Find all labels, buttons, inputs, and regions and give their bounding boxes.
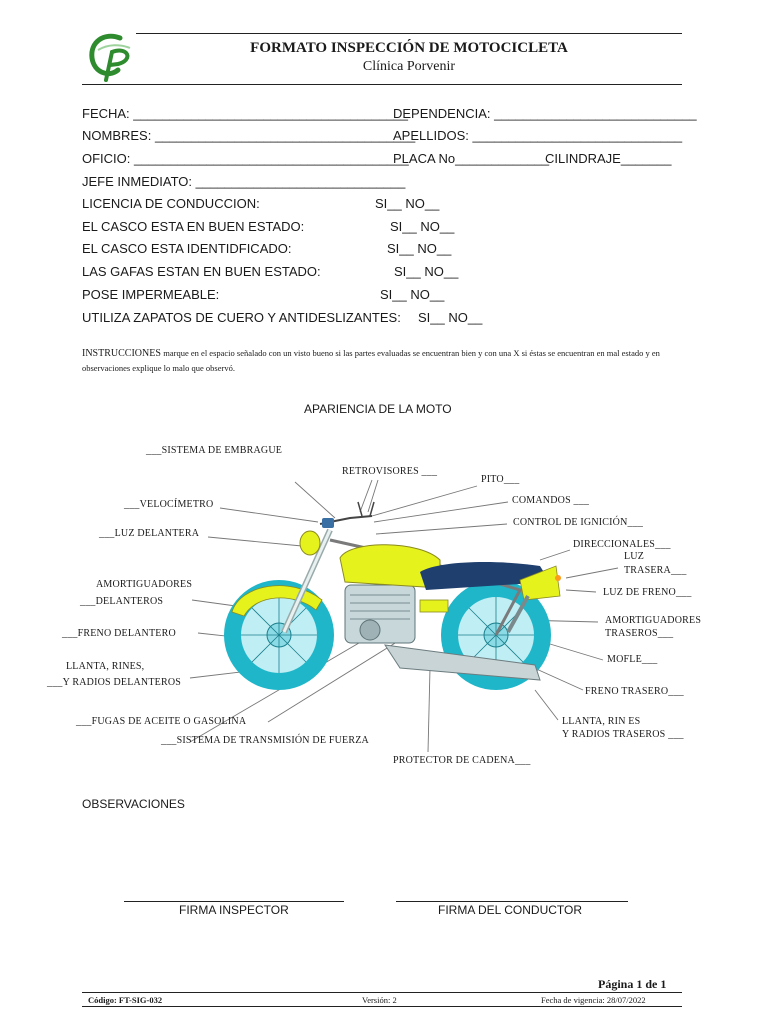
field-oficio[interactable]: OFICIO: ______________________________________ [82,151,409,166]
label-protector-cadena[interactable]: PROTECTOR DE CADENA___ [393,755,531,766]
label-comandos[interactable]: COMANDOS ___ [512,495,590,506]
observaciones-area[interactable] [82,815,682,885]
check-label: UTILIZA ZAPATOS DE CUERO Y ANTIDESLIZANTES: [82,310,401,325]
label-freno-delantero[interactable]: ___FRENO DELANTERO [62,628,176,639]
field-placa[interactable]: PLACA No_____________ [393,151,550,166]
label-velocimetro[interactable]: ___VELOCÍMETRO [124,499,214,510]
page-title: FORMATO INSPECCIÓN DE MOTOCICLETA [250,40,568,56]
label-luz-trasera[interactable]: TRASERA___ [624,565,687,576]
label-retrovisores[interactable]: RETROVISORES ___ [342,466,438,477]
check-label: EL CASCO ESTA IDENTIDFICADO: [82,241,292,256]
check-label: POSE IMPERMEABLE: [82,287,220,302]
label-direccionales[interactable]: DIRECCIONALES___ [573,539,671,550]
footer-codigo: Código: FT-SIG-032 [88,995,163,1005]
check-options[interactable]: SI__ NO__ [380,287,445,302]
label-luz-delantera[interactable]: ___LUZ DELANTERA [99,528,200,539]
field-dependencia[interactable]: DEPENDENCIA: ____________________________ [393,106,697,121]
label-control-ignicion[interactable]: CONTROL DE IGNICIÓN___ [513,517,644,528]
footer-bottom-rule [82,1006,682,1007]
field-cilindraje[interactable]: CILINDRAJE_______ [545,151,672,166]
label-mofle[interactable]: MOFLE___ [607,654,658,665]
signature-label-conductor: FIRMA DEL CONDUCTOR [438,903,583,917]
signature-line-inspector[interactable] [124,901,344,902]
instructions-text: marque en el espacio señalado con un visto bueno si las partes evaluadas se encuentran bien y con una X si éstas se encuentran en mal estado y en observaciones explique lo malo que observó. [82,348,660,373]
check-label: EL CASCO ESTA EN BUEN ESTADO: [82,219,305,234]
page-subtitle: Clínica Porvenir [362,59,456,74]
label-amortiguadores-traseros: AMORTIGUADORES [605,615,702,626]
check-options[interactable]: SI__ NO__ [387,241,452,256]
label-luz-freno[interactable]: LUZ DE FRENO___ [603,587,692,598]
field-fecha[interactable]: FECHA: ______________________________________ [82,106,409,121]
page-number: Página 1 de 1 [598,977,667,991]
field-apellidos[interactable]: APELLIDOS: _____________________________ [393,128,683,143]
label-llanta-delantera: LLANTA, RINES, [66,661,145,672]
signature-line-conductor[interactable] [396,901,628,902]
footer-vigencia: Fecha de vigencia: 28/07/2022 [541,995,646,1005]
label-llanta-delantera[interactable]: ___Y RADIOS DELANTEROS [47,677,182,688]
label-amortiguadores-delanteros[interactable]: ___DELANTEROS [80,596,164,607]
label-llanta-trasera[interactable]: Y RADIOS TRASEROS ___ [562,729,684,740]
label-transmision[interactable]: ___SISTEMA DE TRANSMISIÓN DE FUERZA [161,735,369,746]
label-sistema-embrague[interactable]: ___SISTEMA DE EMBRAGUE [146,445,283,456]
label-llanta-trasera: LLANTA, RIN ES [562,716,641,727]
diagram-title: APARIENCIA DE LA MOTO [304,402,452,416]
instructions-heading: INSTRUCCIONES [82,348,161,359]
label-fugas[interactable]: ___FUGAS DE ACEITE O GASOLINA [76,716,247,727]
check-options[interactable]: SI__ NO__ [394,264,459,279]
check-options[interactable]: SI__ NO__ [418,310,483,325]
field-nombres[interactable]: NOMBRES: ____________________________________ [82,128,416,143]
check-label: LICENCIA DE CONDUCCION: [82,196,260,211]
check-label: LAS GAFAS ESTAN EN BUEN ESTADO: [82,264,321,279]
label-amortiguadores-traseros[interactable]: TRASEROS___ [605,628,674,639]
check-options[interactable]: SI__ NO__ [390,219,455,234]
signature-label-inspector: FIRMA INSPECTOR [179,903,289,917]
label-luz-trasera: LUZ [624,551,645,562]
label-pito[interactable]: PITO___ [481,474,520,485]
field-jefe[interactable]: JEFE INMEDIATO: _____________________________ [82,174,406,189]
footer-top-rule [82,992,682,993]
observaciones-heading: OBSERVACIONES [82,797,185,811]
label-amortiguadores-delanteros: AMORTIGUADORES [96,579,193,590]
label-freno-trasero[interactable]: FRENO TRASERO___ [585,686,684,697]
footer-version: Versión: 2 [362,995,397,1005]
check-options[interactable]: SI__ NO__ [375,196,440,211]
